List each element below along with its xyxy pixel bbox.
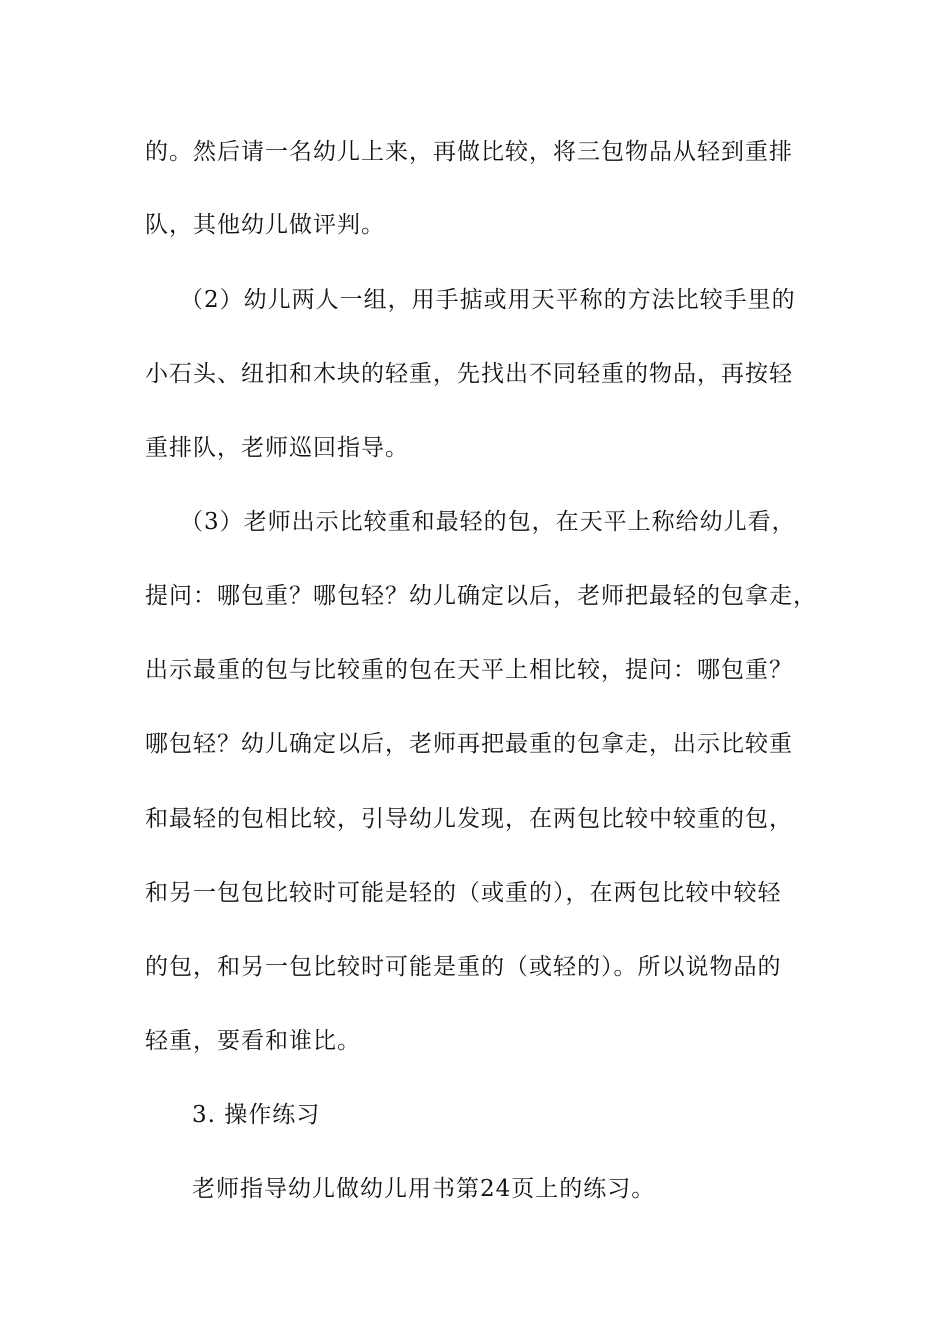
text-line: 队，其他幼儿做评判。 <box>145 212 385 238</box>
section-heading: 3. 操作练习 <box>192 1102 321 1128</box>
text-line: 和另一包包比较时可能是轻的（或重的），在两包比较中较轻 <box>145 880 782 906</box>
text-line: （3）老师出示比较重和最轻的包，在天平上称给幼儿看， <box>180 509 796 535</box>
text-line: 和最轻的包相比较，引导幼儿发现，在两包比较中较重的包， <box>145 806 793 832</box>
text-line: 哪包轻？幼儿确定以后，老师再把最重的包拿走，出示比较重 <box>145 731 793 757</box>
text-line: 出示最重的包与比较重的包在天平上相比较，提问：哪包重？ <box>145 657 793 683</box>
text-line: 小石头、纽扣和木块的轻重，先找出不同轻重的物品，再按轻 <box>145 361 793 387</box>
text-line: 老师指导幼儿做幼儿用书第24页上的练习。 <box>192 1176 656 1202</box>
text-line: 轻重，要看和谁比。 <box>145 1028 361 1054</box>
text-line: （2）幼儿两人一组，用手掂或用天平称的方法比较手里的 <box>180 287 796 313</box>
text-line: 提问：哪包重？哪包轻？幼儿确定以后，老师把最轻的包拿走， <box>145 583 817 609</box>
text-line: 的。然后请一名幼儿上来，再做比较，将三包物品从轻到重排 <box>145 139 793 165</box>
text-line: 的包，和另一包比较时可能是重的（或轻的）。所以说物品的 <box>145 954 782 980</box>
text-line: 重排队，老师巡回指导。 <box>145 435 409 461</box>
